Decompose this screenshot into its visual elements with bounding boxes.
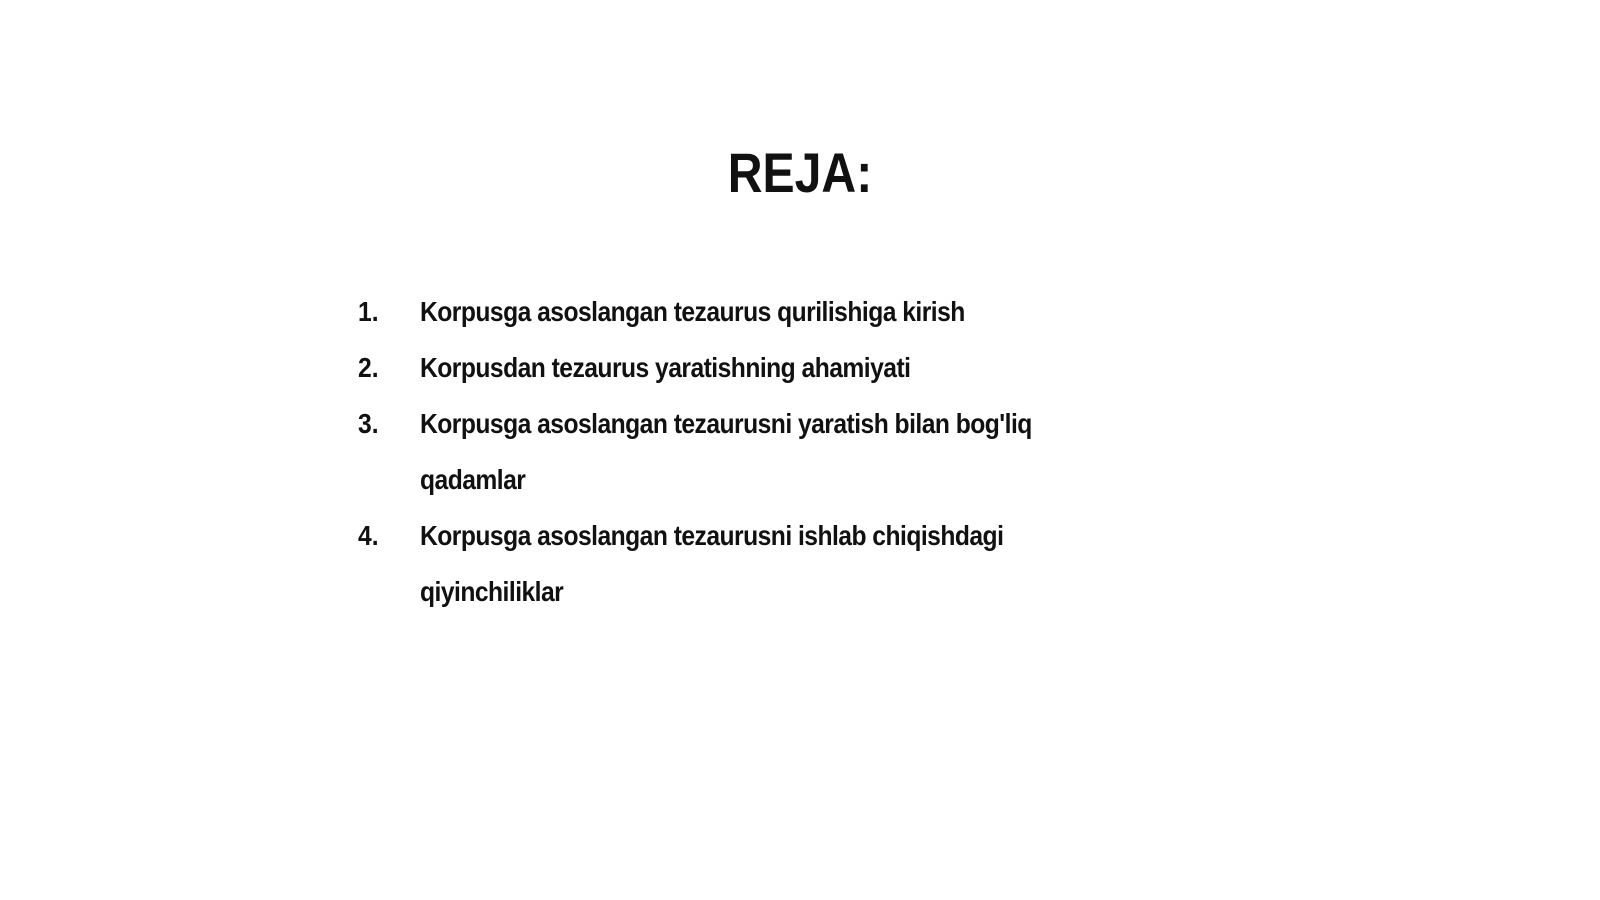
plan-item-text: Korpusdan tezaurus yaratishning ahamiyati [420, 352, 911, 383]
plan-item-text: Korpusga asoslangan tezaurusni yaratish bilan bog'liq qadamlar [420, 408, 1032, 495]
plan-item-4 [358, 508, 1118, 620]
plan-item-number: 1. [358, 296, 379, 327]
plan-item-text: Korpusga asoslangan tezaurus qurilishiga kirish [420, 296, 965, 327]
plan-item-number: 3. [358, 408, 379, 439]
plan-item-number: 2. [358, 352, 379, 383]
plan-item-number: 4. [358, 520, 379, 551]
plan-list [358, 284, 1118, 620]
plan-item-1 [358, 284, 1118, 340]
plan-item-3 [358, 396, 1118, 508]
slide-title: REJA: [727, 140, 873, 204]
plan-item-2 [358, 340, 1118, 396]
plan-item-text: Korpusga asoslangan tezaurusni ishlab chiqishdagi qiyinchiliklar [420, 520, 1004, 607]
